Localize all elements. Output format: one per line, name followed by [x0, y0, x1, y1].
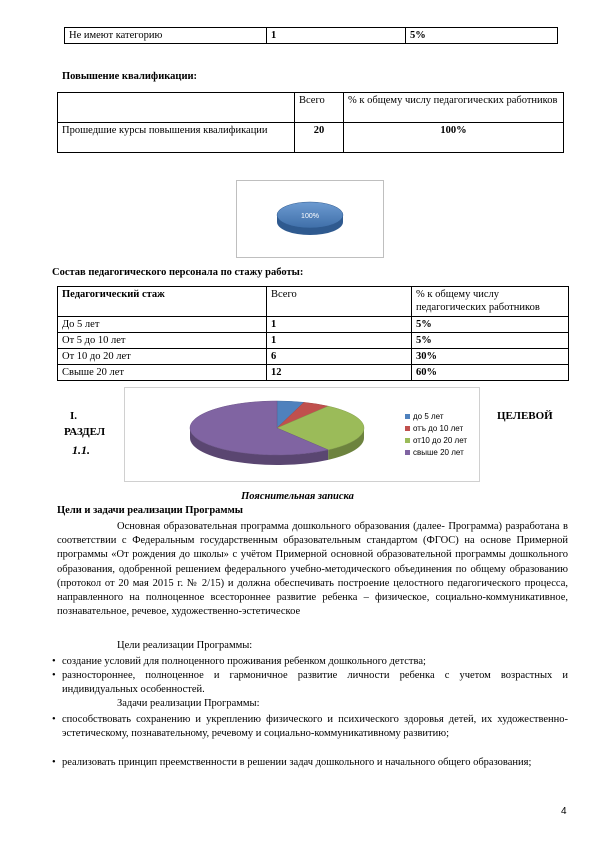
table-row: [58, 349, 569, 365]
bullet-icon: •: [52, 714, 56, 725]
intro-paragraph: Основная образовательная программа дошкольного образования (далее- Программа) разработана в соответствии с Федеральным государственным образовательным стандартом (ФГОС) на основе Примерной программы «От рождения до школы» с учётом Примерной основной образовательной программы дошкольного образования, одобренной решением федерального учебно-методического объединения по общему образованию (протокол от 20 мая 2015 г. № 2/15) и должна обеспечивать построение целостного педагогического процесса, направленного на полноценное всестороннее развитие ребенка – физическое, социально-коммуникативное, познавательное, речевое, художественно-эстетическое: [57, 521, 568, 618]
list-item: [52, 669, 568, 697]
chart-frame-qualification: [236, 180, 384, 258]
legend-item: [405, 446, 467, 458]
bullet-icon: •: [52, 757, 56, 768]
table-cell: 30%: [412, 349, 569, 365]
section-number: I.: [70, 410, 78, 422]
table-row: [58, 93, 564, 123]
table-cell: [58, 93, 295, 123]
list-item: [52, 756, 568, 770]
legend-item: [405, 434, 467, 446]
legend-swatch: [405, 426, 410, 431]
pie-data-label: 100%: [301, 213, 319, 220]
experience-table: [57, 286, 569, 381]
chart-legend: [405, 410, 467, 458]
table-cell: 12: [267, 365, 412, 381]
table-cell: Прошедшие курсы повышения квалификации: [58, 123, 295, 153]
table-row: [58, 287, 569, 317]
tasks-label: Задачи реализации Программы:: [117, 698, 260, 709]
table-cell: Не имеют категорию: [65, 28, 267, 44]
table-cell: 60%: [412, 365, 569, 381]
experience-title: Состав педагогического персонала по стажу работы:: [52, 267, 304, 278]
legend-swatch: [405, 438, 410, 443]
table-row: [58, 317, 569, 333]
table-row: [58, 365, 569, 381]
section-word: РАЗДЕЛ: [64, 426, 106, 438]
table-cell: 100%: [344, 123, 564, 153]
chart-frame-experience: [124, 387, 480, 482]
table-cell: Педагогический стаж: [58, 287, 267, 317]
legend-label: отъ до 10 лет: [413, 423, 464, 433]
table-cell: 5%: [406, 28, 558, 44]
table-cell: Свыше 20 лет: [58, 365, 267, 381]
section-name: ЦЕЛЕВОЙ: [497, 410, 553, 422]
table-cell: 6: [267, 349, 412, 365]
table-cell: 1: [267, 333, 412, 349]
bullet-icon: •: [52, 670, 56, 681]
list-item-text: реализовать принцип преемственности в решении задач дошкольного и начального общего образования;: [62, 757, 532, 768]
list-item: [52, 655, 568, 669]
table-row: [65, 28, 558, 44]
list-item-text: создание условий для полноценного проживания ребенком дошкольного детства;: [62, 656, 426, 667]
legend-label: до 5 лет: [413, 411, 444, 421]
category-table: [64, 27, 558, 44]
table-cell: 20: [295, 123, 344, 153]
qualification-table: [57, 92, 564, 153]
legend-item: [405, 410, 467, 422]
table-cell: От 5 до 10 лет: [58, 333, 267, 349]
qualification-title: Повышение квалификации:: [62, 71, 198, 82]
table-cell: От 10 до 20 лет: [58, 349, 267, 365]
table-row: [58, 123, 564, 153]
table-cell: % к общему числу педагогических работников: [412, 287, 569, 317]
table-row: [58, 333, 569, 349]
table-cell: Всего: [295, 93, 344, 123]
legend-label: от10 до 20 лет: [413, 435, 468, 445]
list-item-text: способствовать сохранению и укреплению физического и психического здоровья детей, их художественно-эстетическому, познавательному, речевому и социально-коммуникативному развитию;: [62, 714, 568, 740]
table-cell: Всего: [267, 287, 412, 317]
table-cell: % к общему числу педагогических работников: [344, 93, 564, 123]
list-item-text: разностороннее, полноценное и гармоничное развитие личности ребенка с учетом возрастных и индивидуальных особенностей.: [62, 670, 568, 696]
legend-swatch: [405, 414, 410, 419]
table-cell: 1: [267, 317, 412, 333]
goals-title: Цели и задачи реализации Программы: [57, 505, 243, 516]
note-title: Пояснительная записка: [241, 491, 354, 502]
table-cell: 1: [267, 28, 406, 44]
page-number: 4: [561, 806, 567, 817]
table-cell: 5%: [412, 317, 569, 333]
legend-swatch: [405, 450, 410, 455]
list-item: [52, 713, 568, 741]
pie-chart-qualification: [237, 181, 383, 257]
goals-label: Цели реализации Программы:: [117, 640, 253, 651]
legend-label: свыше 20 лет: [413, 447, 464, 457]
table-cell: До 5 лет: [58, 317, 267, 333]
legend-item: [405, 422, 467, 434]
section-subnumber: 1.1.: [72, 443, 90, 457]
table-cell: 5%: [412, 333, 569, 349]
bullet-icon: •: [52, 656, 56, 667]
